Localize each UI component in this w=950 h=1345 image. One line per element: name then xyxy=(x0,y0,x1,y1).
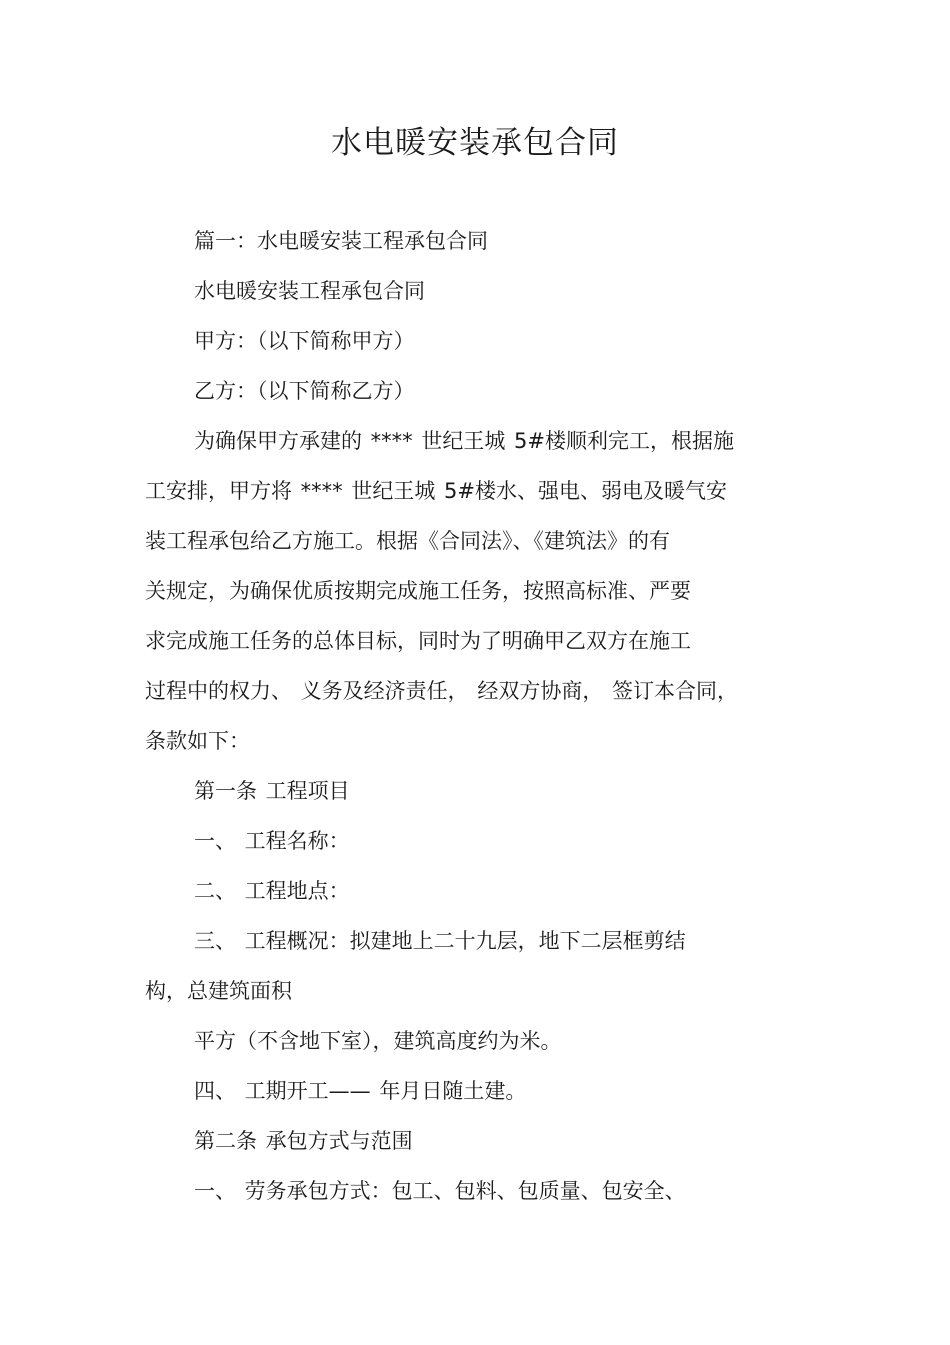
text-line: 关规定，为确保优质按期完成施工任务，按照高标准、严要 xyxy=(145,579,691,603)
text-line: 四、 工期开工—— 年月日随土建。 xyxy=(194,1079,527,1103)
document-title: 水电暖安装承包合同 xyxy=(331,125,619,161)
text-line: 为确保甲方承建的 **** 世纪王城 5#楼顺利完工，根据施 xyxy=(194,429,734,453)
text-line: 求完成施工任务的总体目标，同时为了明确甲乙双方在施工 xyxy=(145,629,691,653)
text-line: 装工程承包给乙方施工。根据《合同法》、《建筑法》的有 xyxy=(145,529,670,553)
text-line: 工安排，甲方将 **** 世纪王城 5#楼水、强电、弱电及暖气安 xyxy=(145,479,727,503)
text-line: 乙方：（以下简称乙方） xyxy=(194,379,415,403)
text-line: 一、 劳务承包方式：包工、包料、包质量、包安全、 xyxy=(194,1179,686,1203)
section-heading: 第一条 工程项目 xyxy=(194,779,350,803)
text-line: 三、 工程概况：拟建地上二十九层，地下二层框剪结 xyxy=(194,929,686,953)
text-line: 构，总建筑面积 xyxy=(145,979,292,1003)
section-heading: 第二条 承包方式与范围 xyxy=(194,1129,413,1153)
text-line: 二、 工程地点： xyxy=(194,879,350,903)
text-line: 过程中的权力、 义务及经济责任， 经双方协商， 签订本合同， xyxy=(145,679,739,703)
text-line: 条款如下： xyxy=(145,729,250,753)
text-line: 平方（不含地下室），建筑高度约为米。 xyxy=(194,1029,562,1053)
text-line: 水电暖安装工程承包合同 xyxy=(194,279,425,303)
text-line: 一、 工程名称： xyxy=(194,829,350,853)
text-line: 篇一：水电暖安装工程承包合同 xyxy=(194,229,488,253)
text-line: 甲方：（以下简称甲方） xyxy=(194,329,415,353)
